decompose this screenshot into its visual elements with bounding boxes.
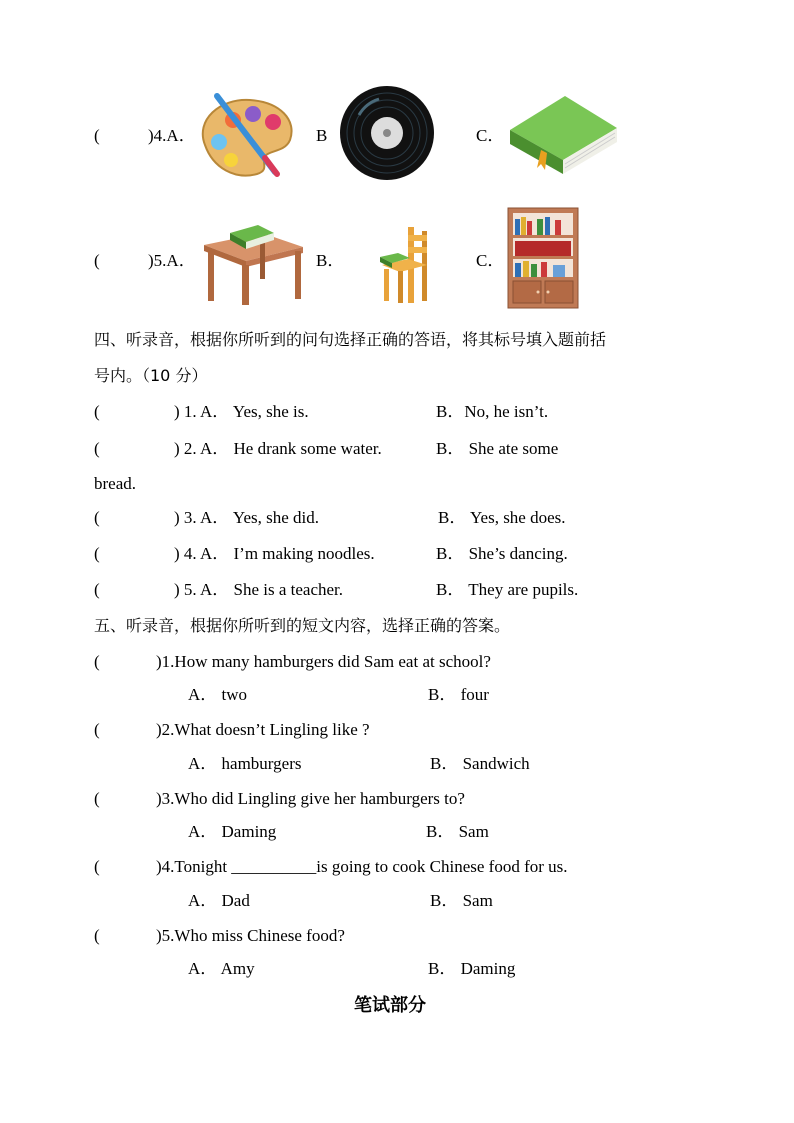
option-b-text: B． four bbox=[428, 685, 489, 704]
option-b-text: B． She ate some bbox=[436, 439, 559, 458]
section-heading: 五、听录音，根据你所听到的短文内容，选择正确的答案。 bbox=[94, 616, 511, 635]
section-title: 笔试部分 bbox=[354, 995, 426, 1016]
green-book-icon bbox=[505, 88, 620, 178]
option-b-text-wrap: bread. bbox=[94, 474, 137, 493]
option-b-text: B．No, he isn’t. bbox=[436, 402, 549, 421]
question-number: )5.A． bbox=[148, 251, 196, 270]
answer-paren: ( bbox=[94, 652, 100, 671]
question-text: ) 4. A． I’m making noodles. bbox=[174, 544, 375, 563]
option-a-text: A． Dad bbox=[188, 891, 250, 910]
answer-paren: ( bbox=[94, 544, 100, 563]
answer-paren: ( bbox=[94, 857, 100, 876]
section-heading: 四、听录音，根据你所听到的问句选择正确的答语，将其标号填入题前括 bbox=[94, 330, 607, 349]
answer-paren: ( bbox=[94, 580, 100, 599]
answer-paren: ( bbox=[94, 126, 100, 145]
table-with-book-icon bbox=[200, 215, 305, 307]
section-heading-cont: 号内。（10 分） bbox=[94, 366, 208, 385]
option-a-text: A． two bbox=[188, 685, 248, 704]
question-text: )5.Who miss Chinese food? bbox=[156, 926, 345, 945]
question-text: ) 3. A． Yes, she did. bbox=[174, 508, 319, 527]
answer-paren: ( bbox=[94, 926, 100, 945]
question-text: ) 2. A． He drank some water. bbox=[174, 439, 382, 458]
answer-paren: ( bbox=[94, 251, 100, 270]
question-number: )4.A． bbox=[148, 126, 196, 145]
option-b-text: B． Sam bbox=[430, 891, 493, 910]
question-text: )3.Who did Lingling give her hamburgers to? bbox=[156, 789, 465, 808]
option-b-text: B． They are pupils. bbox=[436, 580, 579, 599]
option-c-label: C． bbox=[476, 126, 505, 145]
option-c-label: C． bbox=[476, 251, 505, 270]
vinyl-record-icon bbox=[339, 85, 435, 181]
chair-with-book-icon bbox=[378, 225, 430, 305]
option-b-text: B． Sandwich bbox=[430, 754, 530, 773]
option-a-text: A． Daming bbox=[188, 822, 277, 841]
bookcase-icon bbox=[507, 207, 579, 309]
paint-palette-icon bbox=[195, 90, 300, 178]
question-text: )4.Tonight __________is going to cook Chinese food for us. bbox=[156, 857, 568, 876]
answer-paren: ( bbox=[94, 789, 100, 808]
question-text: ) 1. A． Yes, she is. bbox=[174, 402, 309, 421]
option-a-text: A． Amy bbox=[188, 959, 255, 978]
option-b-label: B． bbox=[316, 251, 345, 270]
answer-paren: ( bbox=[94, 508, 100, 527]
answer-paren: ( bbox=[94, 720, 100, 739]
option-b-label: B bbox=[316, 126, 328, 145]
question-text: )1.How many hamburgers did Sam eat at school? bbox=[156, 652, 491, 671]
option-b-text: B． Yes, she does. bbox=[438, 508, 566, 527]
answer-paren: ( bbox=[94, 402, 100, 421]
option-b-text: B． Daming bbox=[428, 959, 516, 978]
answer-paren: ( bbox=[94, 439, 100, 458]
question-text: ) 5. A． She is a teacher. bbox=[174, 580, 344, 599]
option-b-text: B． Sam bbox=[426, 822, 489, 841]
option-a-text: A． hamburgers bbox=[188, 754, 302, 773]
option-b-text: B． She’s dancing. bbox=[436, 544, 568, 563]
question-text: )2.What doesn’t Lingling like ? bbox=[156, 720, 370, 739]
